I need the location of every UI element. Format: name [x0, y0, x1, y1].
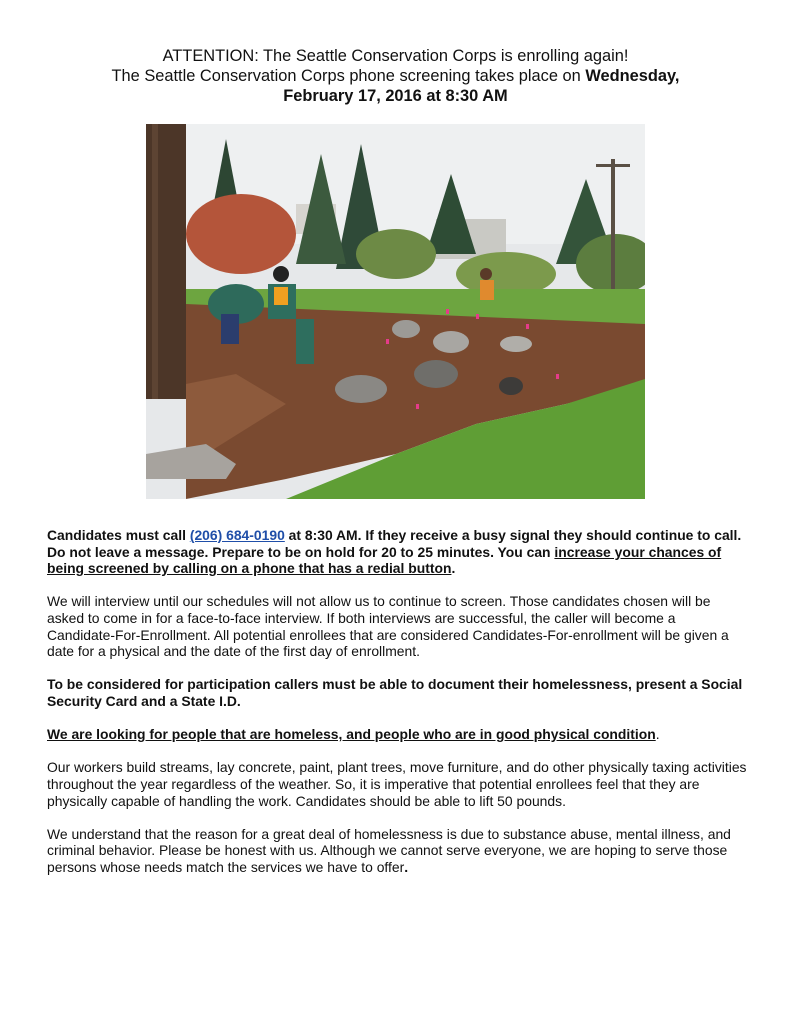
interview-process-paragraph: We will interview until our schedules will not allow us to continue to screen. Those candidates chosen will be asked to come in for a face-to-face interview. If both interviews are successful, the caller will become a Candidate-For-Enrollment. All potential enrollees that are considered Candidates-For-enrollment will be given a date for a physical and the date of the first day of enrollment. — [47, 593, 729, 660]
work-description-paragraph: Our workers build streams, lay concrete, paint, plant trees, move furniture, and do other physically taxing activities throughout the year regardless of the weather. So, it is imperative that potential enrollees feel that they are physically capable of handling the work. Candidates should be able to lift 50 pounds. — [47, 759, 747, 809]
redial-tip: increase your chances of being screened by calling on a phone that has a redial button — [47, 543, 722, 577]
phone-number-link[interactable]: (206) 684-0190 — [189, 527, 285, 543]
flyer-body — [47, 527, 747, 892]
target-population-paragraph: We are looking for people that are homeless, and people who are in good physical condition. — [47, 726, 660, 743]
flyer-header — [0, 46, 791, 106]
work-crew-photo — [146, 124, 645, 499]
screening-day: Wednesday, — [585, 67, 680, 85]
screening-info-line: The Seattle Conservation Corps phone screening takes place on Wednesday, — [111, 67, 680, 85]
documentation-requirements-paragraph: To be considered for participation callers must be able to document their homelessness, present a Social Security Card and a State I.D. — [47, 676, 743, 709]
honesty-paragraph: We understand that the reason for a great deal of homelessness is due to substance abuse, mental illness, and criminal behavior. Please be honest with us. Although we cannot serve everyone, we are hoping to serve those persons whose needs match the services we have to offer. — [47, 825, 731, 875]
headline: ATTENTION: The Seattle Conservation Corps is enrolling again! — [162, 47, 629, 65]
call-instructions-paragraph: Candidates must call (206) 684-0190 at 8:30 AM. If they receive a busy signal they should continue to call. Do not leave a message. Prepare to be on hold for 20 to 25 minutes. You can increase your chances of being screened by calling on a phone that has a redial button. — [47, 527, 742, 577]
screening-date: February 17, 2016 at 8:30 AM — [283, 87, 508, 105]
